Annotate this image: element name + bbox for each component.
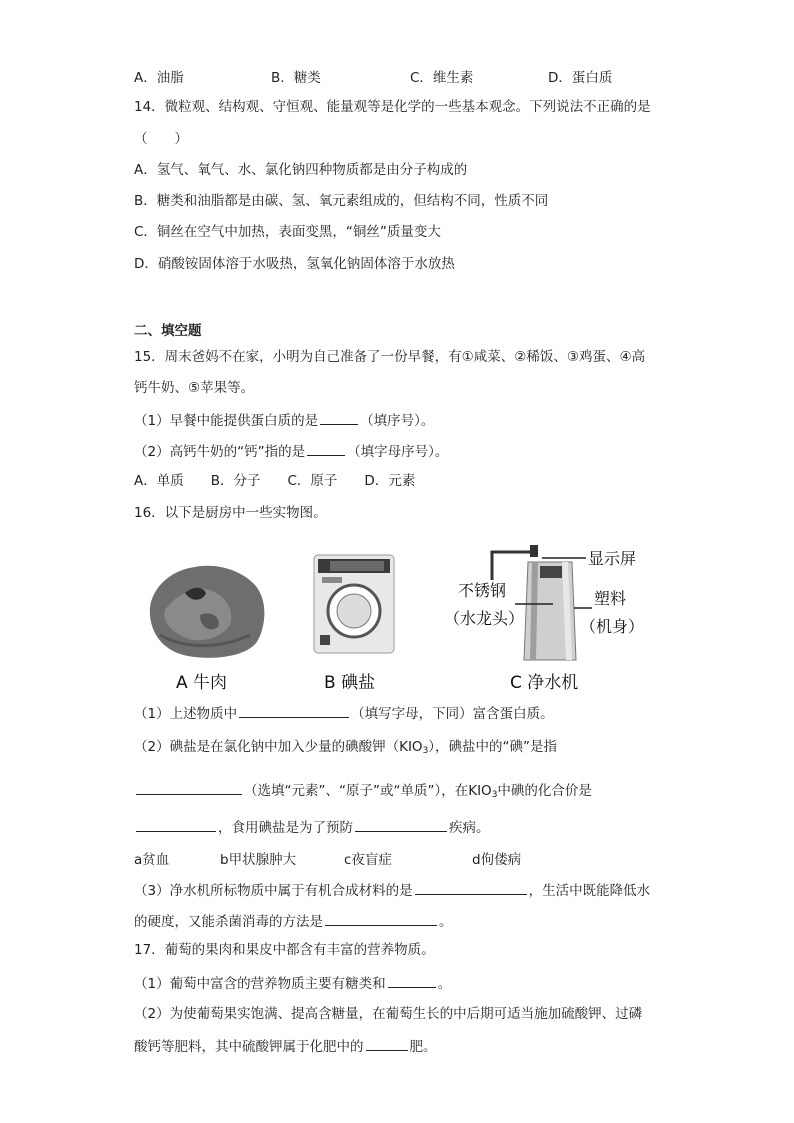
caption-b: B 碘盐 (324, 673, 376, 693)
label-display-screen: 显示屏 (588, 549, 637, 568)
label-stainless-steel: 不锈钢 (458, 581, 507, 600)
q16-part3-blank1[interactable] (415, 880, 527, 895)
q16-part2-line3 (134, 817, 490, 837)
q16-part3-text: （3）净水机所标物质中属于有机合成材料的是 (134, 883, 413, 899)
q15-part2-blank[interactable] (307, 441, 345, 456)
q16-valence-blank[interactable] (136, 817, 216, 832)
q16-part3-line1 (134, 880, 650, 900)
q16-part2-line2 (134, 780, 592, 804)
q17-part2-line1: （2）为使葡萄果实饱满、提高含糖量，在葡萄生长的中后期可适当施加硫酸钾、过磷 (134, 1006, 643, 1022)
caption-c: C 净水机 (510, 673, 579, 693)
section-title: 二、填空题 (134, 323, 202, 339)
q16-part2-text6: 疾病。 (449, 820, 490, 836)
q16-part3-blank2[interactable] (325, 911, 437, 926)
q14-option-a: A．氢气、氧气、水、氯化钠四种物质都是由分子构成的 (134, 162, 468, 178)
q17-part2-blank[interactable] (366, 1036, 408, 1051)
q15-part1-text: （1）早餐中能提供蛋白质的是 (134, 413, 319, 429)
q16-part1-suffix: （填写字母，下同）富含蛋白质。 (351, 706, 554, 722)
q16-stem: 16．以下是厨房中一些实物图。 (134, 505, 327, 521)
q17-part1 (134, 973, 451, 993)
q13-option-b: B．糖类 (271, 70, 321, 86)
q16-part2-line1 (134, 738, 557, 760)
q15-part1-suffix: （填序号）。 (360, 413, 435, 429)
q16-choice-b: b甲状腺肿大 (220, 852, 297, 868)
q17-part2-text: 酸钙等肥料，其中硫酸钾属于化肥中的 (134, 1039, 364, 1055)
q14-answer-paren: （ ） (134, 131, 188, 147)
q13-option-c: C．维生素 (410, 70, 474, 86)
q16-choice-c: c夜盲症 (344, 852, 392, 868)
q16-part2-text4: 中碘的化合价是 (497, 783, 592, 799)
q17-part2-suffix: 肥。 (409, 1039, 437, 1055)
q15-part2-suffix: （填字母序号）。 (347, 444, 449, 460)
q13-option-a: A．油脂 (134, 70, 184, 86)
label-faucet: （水龙头） (444, 609, 525, 628)
q16-part3-text3: 的硬度，又能杀菌消毒的方法是 (134, 914, 323, 930)
q17-part1-text: （1）葡萄中富含的营养物质主要有糖类和 (134, 976, 386, 992)
label-body: （机身） (580, 617, 645, 636)
q16-part2-text3: （选填“元素”、“原子”或“单质”），在KIO (244, 783, 492, 799)
q14-stem: 14．微粒观、结构观、守恒观、能量观等是化学的一些基本观念。下列说法不正确的是 (134, 99, 651, 115)
q16-part3-text4: 。 (439, 914, 453, 930)
q14-option-b: B．糖类和油脂都是由碳、氢、氧元素组成的，但结构不同，性质不同 (134, 193, 549, 209)
q16-part1-blank[interactable] (239, 703, 349, 718)
q15-part2 (134, 441, 448, 461)
q16-part3-line2 (134, 911, 453, 931)
label-plastic: 塑料 (594, 589, 627, 608)
q16-part2-text5: ，食用碘盐是为了预防 (218, 820, 353, 836)
q15-part2-text: （2）高钙牛奶的“钙”指的是 (134, 444, 306, 460)
plastic-pointer-line (574, 604, 594, 614)
q16-choice-d: d佝偻病 (472, 852, 522, 868)
q16-part2-text2: ），碘盐中的“碘”是指 (428, 739, 558, 755)
q13-option-d: D．蛋白质 (548, 70, 613, 86)
q16-iodine-type-blank[interactable] (136, 780, 242, 795)
q15-stem-line2: 钙牛奶、⑤苹果等。 (134, 380, 255, 396)
q14-option-d: D．硝酸铵固体溶于水吸热，氢氧化钠固体溶于水放热 (134, 256, 455, 272)
q16-part2-subscript: 3 (422, 746, 429, 756)
q15-part1 (134, 410, 434, 430)
caption-a: A 牛肉 (176, 673, 228, 693)
q16-part2-text: （2）碘盐是在氯化钠中加入少量的碘酸钾（KIO (134, 739, 423, 755)
q17-part2-line2 (134, 1036, 437, 1056)
q16-part2-subscript2: 3 (491, 790, 498, 800)
q16-disease-blank[interactable] (355, 817, 447, 832)
steel-pointer-line (515, 600, 555, 610)
q16-part1-text: （1）上述物质中 (134, 706, 238, 722)
iodized-salt-image (312, 553, 396, 655)
q15-stem-line1: 15．周末爸妈不在家，小明为自己准备了一份早餐，有①咸菜、②稀饭、③鸡蛋、④高 (134, 349, 646, 365)
q15-part1-blank[interactable] (320, 410, 358, 425)
q15-options: A．单质 B．分子 C．原子 D．元素 (134, 473, 416, 489)
q14-option-c: C．铜丝在空气中加热，表面变黑，“铜丝”质量变大 (134, 224, 441, 240)
q16-part3-text2: ，生活中既能降低水 (528, 883, 651, 899)
q16-part1 (134, 703, 554, 723)
q16-choice-a: a贫血 (134, 852, 170, 868)
q17-stem: 17．葡萄的果肉和果皮中都含有丰富的营养物质。 (134, 942, 435, 958)
beef-image (140, 555, 270, 665)
q17-part1-blank[interactable] (388, 973, 436, 988)
q17-part1-suffix: 。 (437, 976, 452, 992)
